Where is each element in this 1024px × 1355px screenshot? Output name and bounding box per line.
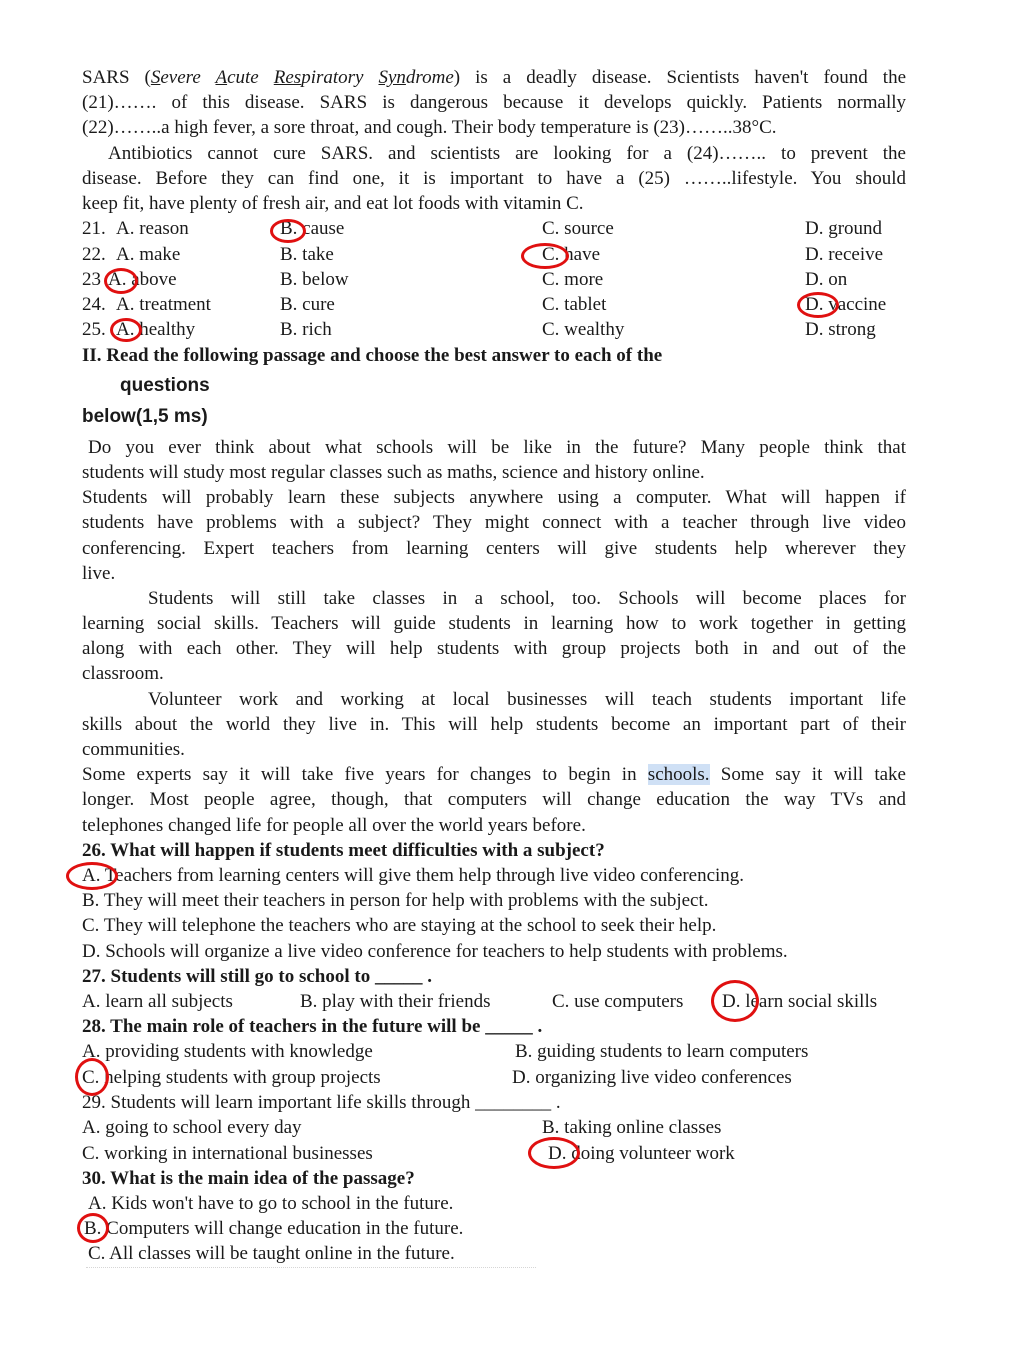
passage-p1-line-4: students have problems with a subject? They might connect with a teacher through live video: [82, 512, 906, 533]
q30-stem: 30. What is the main idea of the passage?: [82, 1168, 415, 1189]
q26-option-d: D. Schools will organize a live video conference for teachers to help students with problems.: [82, 941, 788, 962]
q21-option-d: D. ground: [805, 218, 883, 239]
passage-p2-line-3: along with each other. They will help students with group projects both in and out of the: [82, 638, 906, 659]
q23-option-d: D. on: [805, 269, 848, 290]
q25-option-b: B. rich: [280, 319, 332, 340]
q21-number: 21.: [82, 218, 106, 239]
q30-option-b: B. Computers will change education in the future.: [84, 1218, 464, 1239]
section-heading-line-3: below(1,5 ms): [82, 406, 208, 427]
answer-circle-q24: [797, 292, 839, 318]
q28-option-b: B. guiding students to learn computers: [515, 1041, 809, 1062]
sars-line-3: (22)……..a high fever, a sore throat, and cough. Their body temperature is (23)……..38°C.: [82, 117, 777, 138]
passage-p3-line-1: Volunteer work and working at local businesses will teach students important life: [148, 689, 906, 710]
q27-stem: 27. Students will still go to school to _____ .: [82, 966, 432, 987]
passage-p4-line-1: Some experts say it will take five years for changes to begin in schools. Some say it will take: [82, 764, 906, 785]
section-heading-line-2: questions: [120, 375, 210, 396]
q28-option-c: C. helping students with group projects: [82, 1067, 381, 1088]
q24-option-b: B. cure: [280, 294, 335, 315]
passage-p4-line-2: longer. Most people agree, though, that computers will change education the way TVs and: [82, 789, 906, 810]
q27-option-a: A. learn all subjects: [82, 991, 233, 1012]
passage-p2-line-4: classroom.: [82, 663, 164, 684]
q25-option-c: C. wealthy: [542, 319, 625, 340]
answer-circle-q30: [77, 1213, 109, 1243]
sars-line-4: Antibiotics cannot cure SARS. and scientists are looking for a (24)…….. to prevent the: [108, 143, 906, 164]
sars-line-1: SARS (Severe Acute Respiratory Syndrome) is a deadly disease. Scientists haven't found the: [82, 67, 907, 88]
q30-option-a: A. Kids won't have to go to school in the future.: [88, 1193, 454, 1214]
q22-option-c: C. have: [542, 244, 601, 265]
q25-option-a: A. healthy: [116, 319, 196, 340]
answer-circle-q25: [110, 318, 142, 342]
q26-option-c: C. They will telephone the teachers who are staying at the school to seek their help.: [82, 915, 717, 936]
answer-circle-q26: [66, 862, 118, 890]
q23-option-a: A. above: [108, 269, 177, 290]
q23-option-b: B. below: [280, 269, 349, 290]
q23-option-c: C. more: [542, 269, 604, 290]
q30-option-c: C. All classes will be taught online in the future.: [88, 1243, 455, 1264]
passage-p2-line-1: Students will still take classes in a school, too. Schools will become places for: [148, 588, 906, 609]
q29-option-c: C. working in international businesses: [82, 1143, 373, 1164]
answer-circle-q29: [528, 1137, 580, 1169]
q29-stem: 29. Students will learn important life skills through ________ .: [82, 1092, 561, 1113]
q23-number: 23: [82, 269, 101, 290]
q28-option-a: A. providing students with knowledge: [82, 1041, 373, 1062]
passage-p3-line-2: skills about the world they live in. This will help students become an important part of their: [82, 714, 906, 735]
q22-option-a: A. make: [116, 244, 181, 265]
q24-option-d: D. vaccine: [805, 294, 887, 315]
q24-option-c: C. tablet: [542, 294, 607, 315]
q28-stem: 28. The main role of teachers in the future will be _____ .: [82, 1016, 543, 1037]
passage-p1-line-6: live.: [82, 563, 116, 584]
q22-number: 22.: [82, 244, 106, 265]
passage-p3-line-3: communities.: [82, 739, 185, 760]
q26-option-a: A. Teachers from learning centers will give them help through live video conferencing.: [82, 865, 745, 886]
q27-option-c: C. use computers: [552, 991, 684, 1012]
highlighted-word: schools.: [647, 764, 710, 785]
answer-circle-q27: [711, 980, 759, 1022]
answer-circle-q22: [521, 243, 569, 269]
q27-option-d: D. learn social skills: [722, 991, 878, 1012]
q22-option-b: B. take: [280, 244, 334, 265]
passage-p1-line-5: conferencing. Expert teachers from learning centers will give students help wherever they: [82, 538, 906, 559]
q29-option-a: A. going to school every day: [82, 1117, 302, 1138]
q25-option-d: D. strong: [805, 319, 876, 340]
answer-circle-q21: [270, 219, 306, 243]
q24-number: 24.: [82, 294, 106, 315]
section-heading-line-1: II. Read the following passage and choose the best answer to each of the: [82, 345, 663, 366]
q26-option-b: B. They will meet their teachers in person for help with problems with the subject.: [82, 890, 709, 911]
q28-option-d: D. organizing live video conferences: [512, 1067, 792, 1088]
answer-circle-q23: [104, 268, 138, 294]
q22-option-d: D. receive: [805, 244, 884, 265]
q29-option-d: D. doing volunteer work: [548, 1143, 735, 1164]
q26-stem: 26. What will happen if students meet difficulties with a subject?: [82, 840, 605, 861]
cut-off-line-fragment: [86, 1267, 536, 1272]
q29-option-b: B. taking online classes: [542, 1117, 722, 1138]
q21-option-b: B. cause: [280, 218, 345, 239]
passage-p1-line-3: Students will probably learn these subjects anywhere using a computer. What will happen if: [82, 487, 906, 508]
passage-p4-line-3: telephones changed life for people all over the world years before.: [82, 815, 586, 836]
passage-p1-line-1: Do you ever think about what schools will be like in the future? Many people think that: [88, 437, 906, 458]
q21-option-c: C. source: [542, 218, 614, 239]
q21-option-a: A. reason: [116, 218, 189, 239]
q24-option-a: A. treatment: [116, 294, 211, 315]
answer-circle-q28: [75, 1058, 109, 1096]
sars-line-6: keep fit, have plenty of fresh air, and eat lot foods with vitamin C.: [82, 193, 584, 214]
sars-line-2: (21)……. of this disease. SARS is dangerous because it develops quickly. Patients normally: [82, 92, 906, 113]
passage-p2-line-2: learning social skills. Teachers will guide students in learning how to work together in getting: [82, 613, 906, 634]
q25-number: 25.: [82, 319, 106, 340]
q27-option-b: B. play with their friends: [300, 991, 491, 1012]
passage-p1-line-2: students will study most regular classes such as maths, science and history online.: [82, 462, 705, 483]
sars-line-5: disease. Before they can find one, it is important to have a (25) ……..lifestyle. You should: [82, 168, 906, 189]
